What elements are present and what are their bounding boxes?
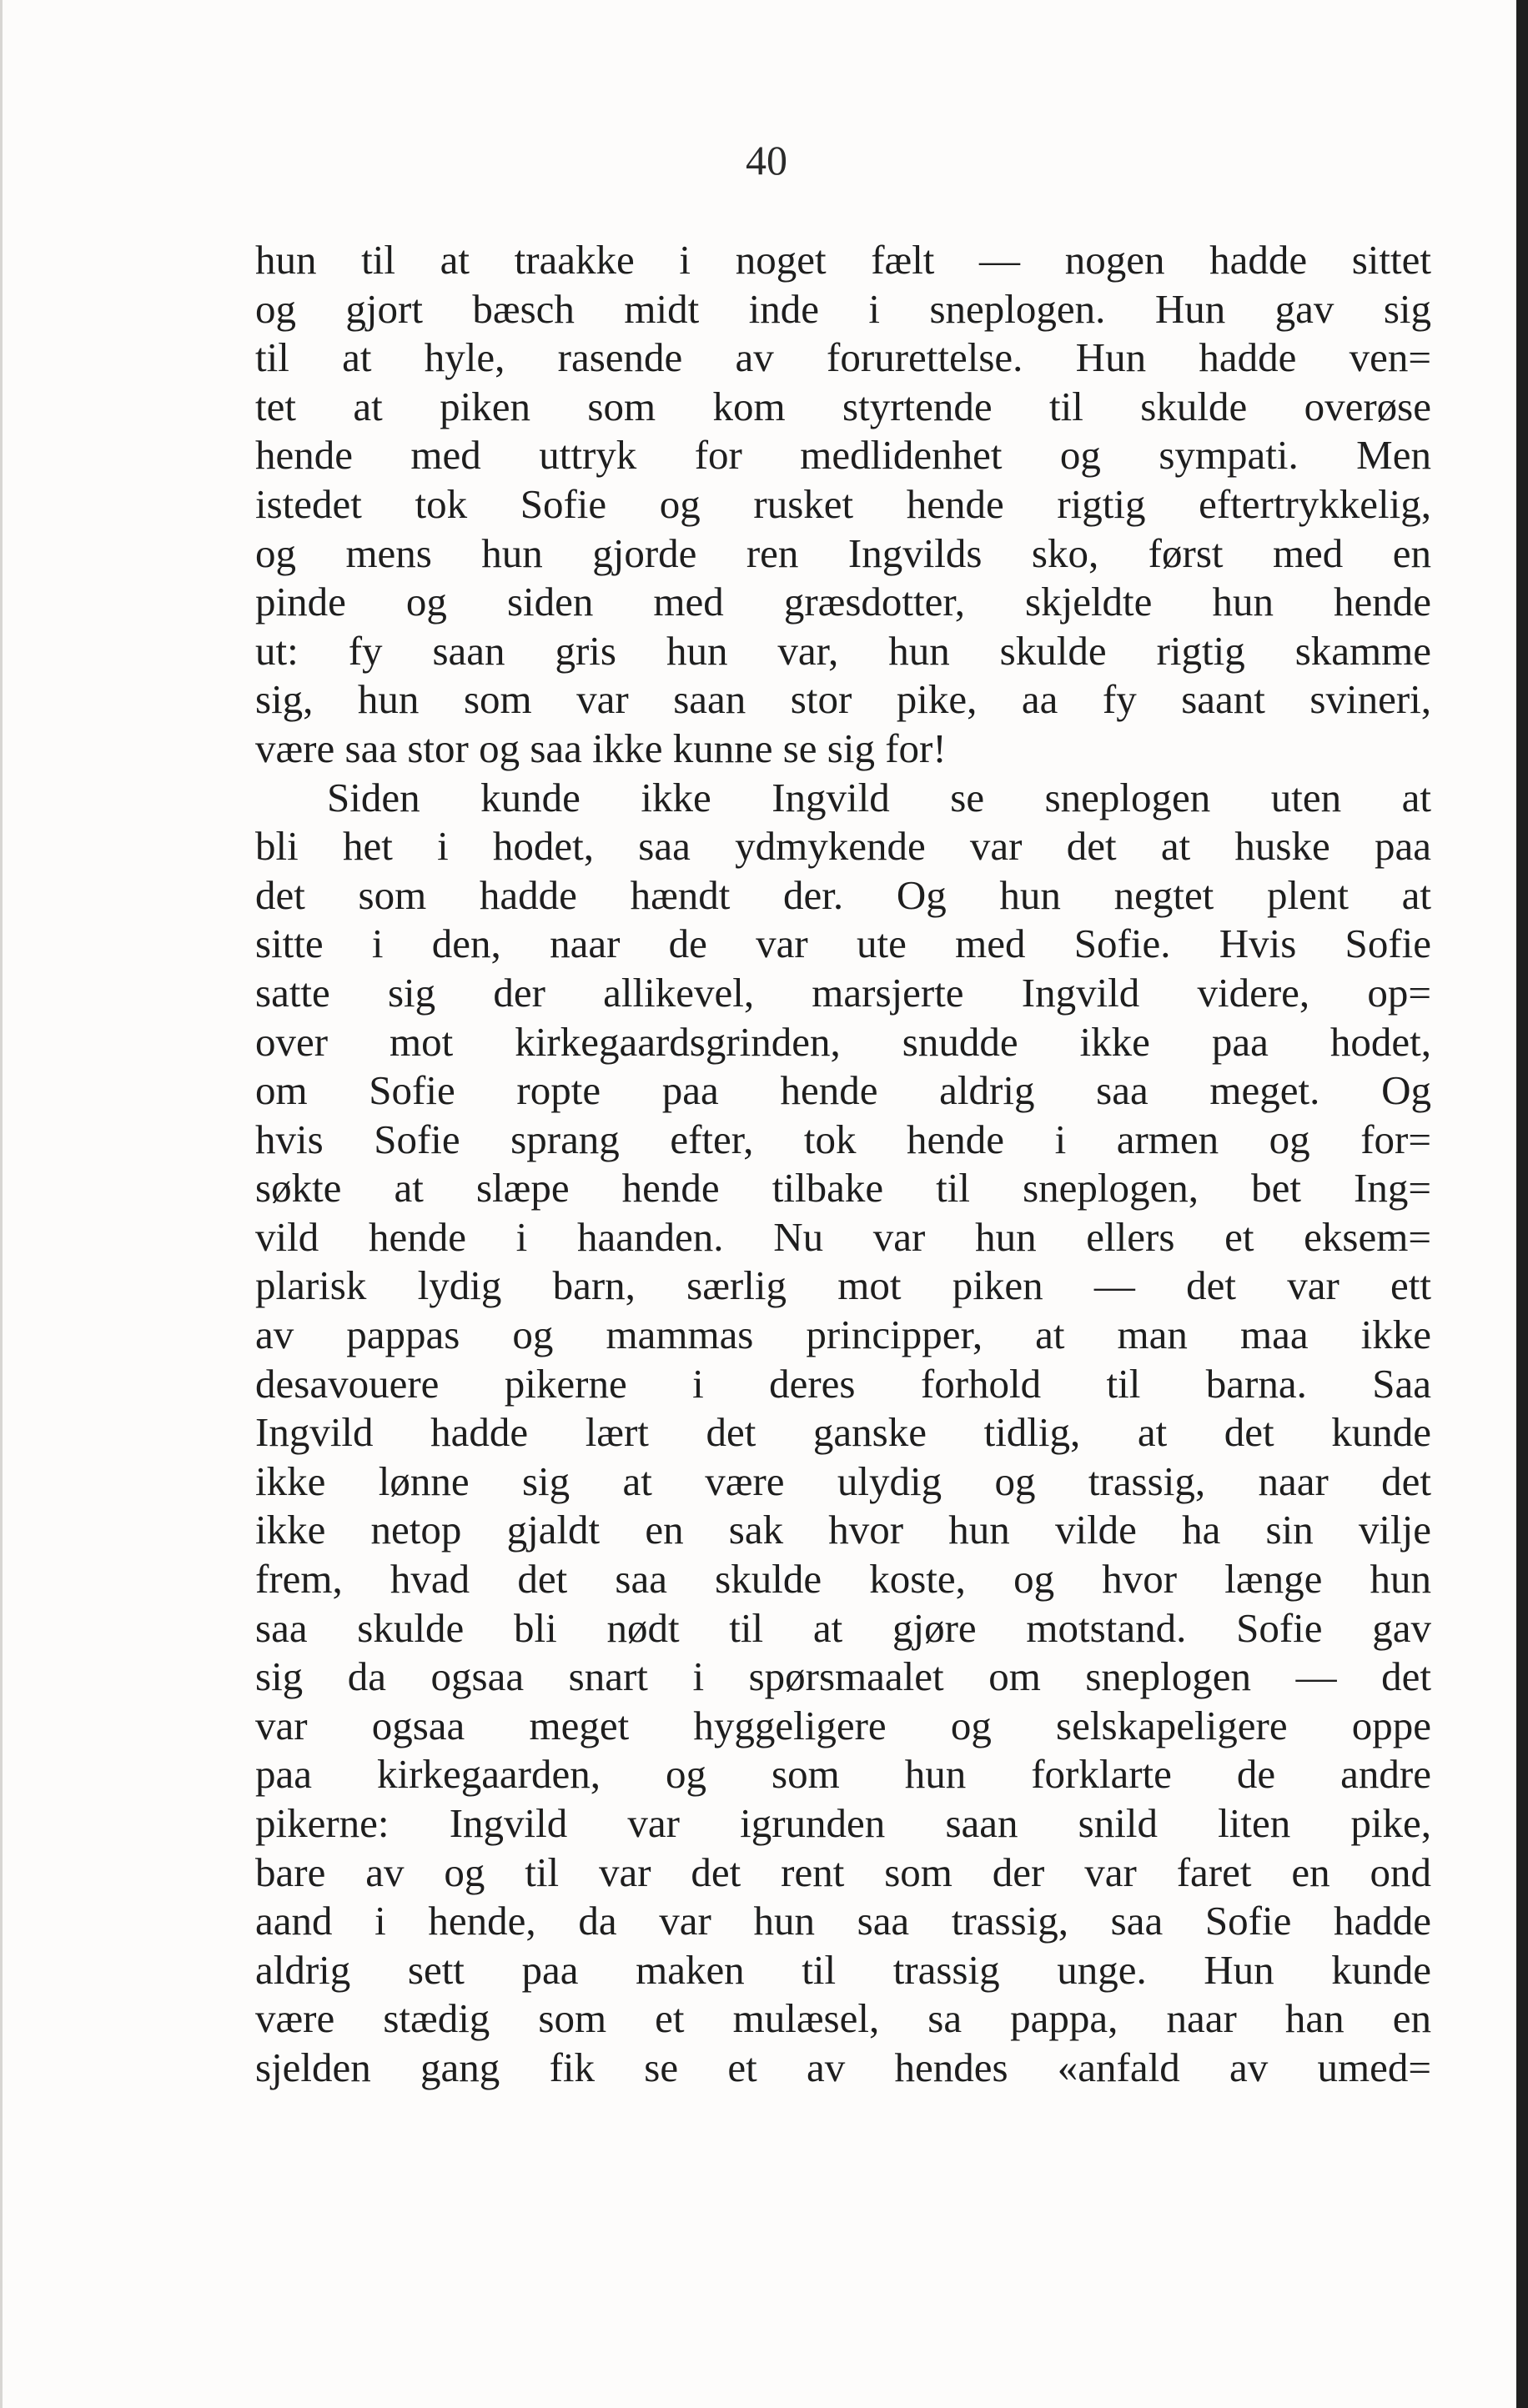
page-number: 40 [746, 137, 787, 183]
text-line: tet at piken som kom styrtende til skulde overøse [255, 383, 1431, 429]
paragraph-end-line: være saa stor og saa ikke kunne se sig for! [255, 725, 947, 771]
text-line: og gjort bæsch midt inde i sneplogen. Hun gav sig [255, 285, 1431, 332]
text-line: plarisk lydig barn, særlig mot piken — det var ett [255, 1262, 1431, 1309]
text-line: aldrig sett paa maken til trassig unge. Hun kunde [255, 1946, 1431, 1993]
text-line: til at hyle, rasende av forurettelse. Hun hadde ven= [255, 334, 1431, 381]
text-line: Ingvild hadde lært det ganske tidlig, at det kunde [255, 1409, 1431, 1456]
text-line: bli het i hodet, saa ydmykende var det at huske paa [255, 823, 1431, 870]
text-line: av pappas og mammas principper, at man maa ikke [255, 1312, 1431, 1358]
text-line: sitte i den, naar de var ute med Sofie. Hvis Sofie [255, 921, 1431, 967]
text-line: søkte at slæpe hende tilbake til sneplogen, bet Ing= [255, 1165, 1431, 1212]
text-line: sig, hun som var saan stor pike, aa fy saant svineri, [255, 676, 1431, 723]
text-line: desavouere pikerne i deres forhold til barna. Saa [255, 1360, 1431, 1407]
text-line: være stædig som et mulæsel, sa pappa, naar han en [255, 1995, 1431, 2042]
text-line: hvis Sofie sprang efter, tok hende i armen og for= [255, 1116, 1431, 1162]
text-line: var ogsaa meget hyggeligere og selskapeligere oppe [255, 1702, 1431, 1748]
text-line: frem, hvad det saa skulde koste, og hvor længe hun [255, 1556, 1431, 1603]
paragraph-start-line: Siden kunde ikke Ingvild se sneplogen uten at [327, 774, 1431, 820]
text-line: over mot kirkegaardsgrinden, snudde ikke paa hodet, [255, 1018, 1431, 1065]
text-line: pinde og siden med græsdotter, skjeldte hun hende [255, 579, 1431, 625]
text-line: satte sig der allikevel, marsjerte Ingvild videre, op= [255, 969, 1431, 1016]
text-line: saa skulde bli nødt til at gjøre motstand. Sofie gav [255, 1604, 1431, 1651]
text-line: hun til at traakke i noget fælt — nogen hadde sittet [255, 237, 1431, 283]
text-line: aand i hende, da var hun saa trassig, saa Sofie hadde [255, 1898, 1431, 1944]
text-line: pikerne: Ingvild var igrunden saan snild liten pike, [255, 1800, 1431, 1846]
text-line: det som hadde hændt der. Og hun negtet plent at [255, 871, 1431, 918]
text-line: sig da ogsaa snart i spørsmaalet om sneplogen — det [255, 1653, 1431, 1700]
text-line: sjelden gang fik se et av hendes «anfald av umed= [255, 2044, 1431, 2090]
body-text [255, 236, 1431, 2093]
text-line: bare av og til var det rent som der var faret en ond [255, 1849, 1431, 1895]
text-line: paa kirkegaarden, og som hun forklarte de andre [255, 1751, 1431, 1798]
text-line: istedet tok Sofie og rusket hende rigtig eftertrykkelig, [255, 480, 1431, 527]
text-line: ikke netop gjaldt en sak hvor hun vilde ha sin vilje [255, 1507, 1431, 1553]
text-line: ut: fy saan gris hun var, hun skulde rigtig skamme [255, 627, 1431, 674]
text-line: ikke lønne sig at være ulydig og trassig, naar det [255, 1457, 1431, 1504]
text-line: og mens hun gjorde ren Ingvilds sko, først med en [255, 529, 1431, 576]
text-line: vild hende i haanden. Nu var hun ellers et eksem= [255, 1213, 1431, 1260]
text-line: hende med uttryk for medlidenhet og sympati. Men [255, 432, 1431, 479]
text-line: om Sofie ropte paa hende aldrig saa meget. Og [255, 1067, 1431, 1114]
